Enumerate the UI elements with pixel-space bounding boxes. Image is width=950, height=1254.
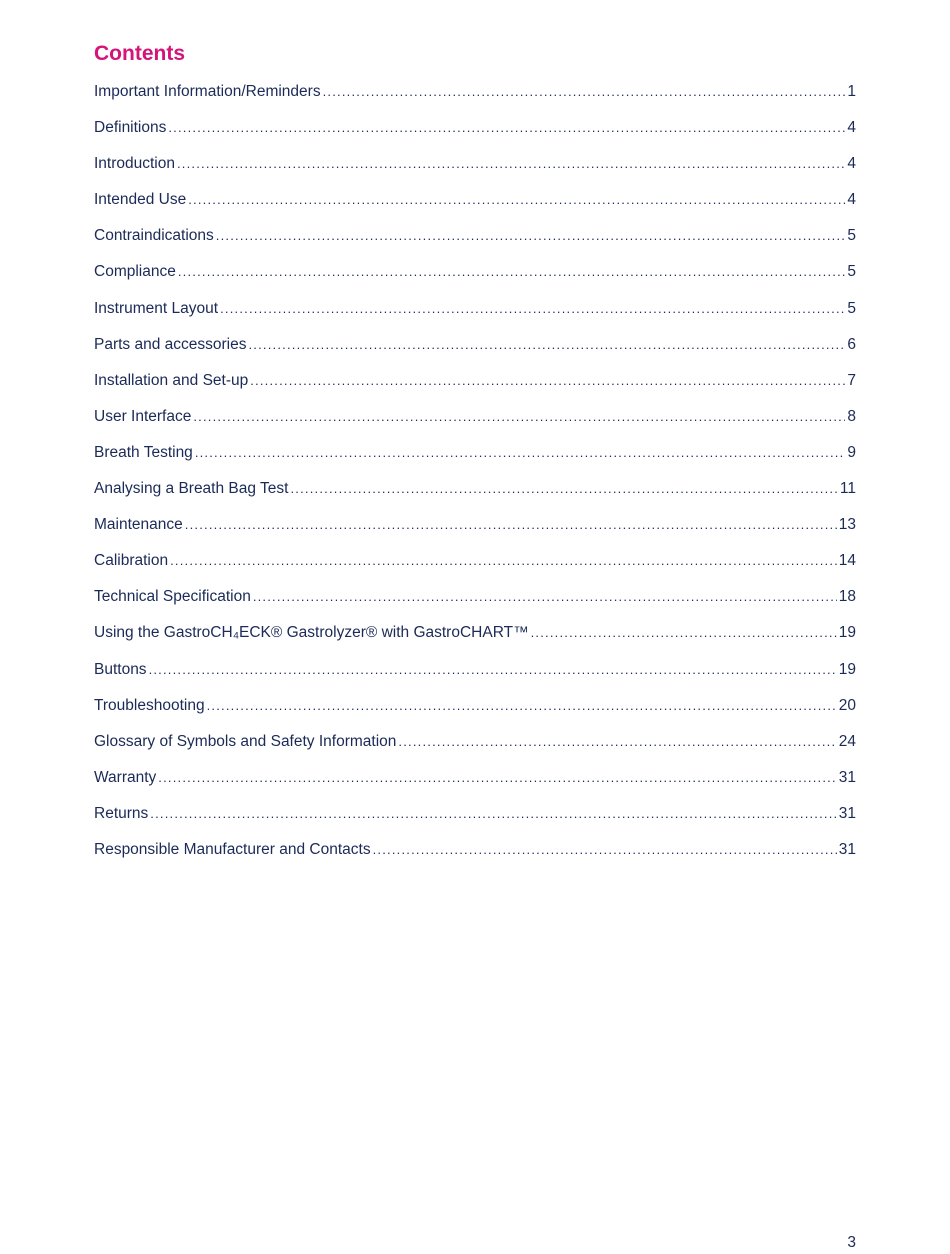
toc-dot-leader <box>193 404 845 430</box>
toc-entry-label: Introduction <box>94 155 175 173</box>
toc-entry-label: Installation and Set-up <box>94 371 249 389</box>
toc-entry-label: Responsible Manufacturer and Contacts <box>94 840 371 858</box>
toc-entry-page: 4 <box>847 155 856 173</box>
toc-entry-calibration[interactable] <box>94 548 856 584</box>
toc-entry-important-information[interactable] <box>94 79 856 115</box>
toc-entry-definitions[interactable] <box>94 115 856 151</box>
toc-entry-introduction[interactable] <box>94 151 856 187</box>
toc-entry-label: Warranty <box>94 768 157 786</box>
contents-heading: Contents <box>94 42 185 65</box>
toc-entry-page: 19 <box>838 624 856 642</box>
toc-dot-leader <box>250 368 845 394</box>
toc-entry-page: 4 <box>847 191 856 209</box>
toc-entry-page: 11 <box>839 480 856 498</box>
toc-dot-leader <box>177 151 845 177</box>
toc-dot-leader <box>188 187 845 213</box>
toc-entry-glossary-of-symbols[interactable] <box>94 729 856 765</box>
toc-dot-leader <box>185 512 837 538</box>
toc-entry-technical-specification[interactable] <box>94 584 856 620</box>
toc-entry-page: 24 <box>838 732 856 750</box>
toc-entry-label: Using the GastroCH₄ECK® Gastrolyzer® with GastroCHART™ <box>94 624 529 642</box>
toc-entry-label: Calibration <box>94 552 169 570</box>
toc-dot-leader <box>373 837 837 863</box>
toc-dot-leader <box>195 440 846 466</box>
toc-dot-leader <box>253 584 837 610</box>
toc-dot-leader <box>249 332 846 358</box>
toc-entry-page: 1 <box>847 83 856 100</box>
page-number: 3 <box>847 1234 856 1251</box>
toc-entry-warranty[interactable] <box>94 765 856 801</box>
toc-entry-label: Compliance <box>94 263 176 281</box>
toc-entry-label: Returns <box>94 804 149 822</box>
toc-entry-page: 13 <box>838 516 856 534</box>
toc-dot-leader <box>398 729 836 755</box>
toc-dot-leader <box>216 223 846 249</box>
toc-entry-label: Contraindications <box>94 227 214 245</box>
toc-dot-leader <box>220 296 845 322</box>
toc-entry-label: Instrument Layout <box>94 299 219 317</box>
toc-entry-parts-and-accessories[interactable] <box>94 332 856 368</box>
toc-entry-compliance[interactable] <box>94 259 856 295</box>
toc-entry-page: 4 <box>847 119 856 137</box>
toc-entry-label: User Interface <box>94 407 192 425</box>
toc-entry-page: 18 <box>838 588 856 606</box>
toc-entry-page: 9 <box>847 443 856 461</box>
toc-dot-leader <box>207 693 837 719</box>
toc-entry-page: 14 <box>838 552 856 570</box>
toc-dot-leader <box>168 115 845 141</box>
toc-entry-installation-and-setup[interactable] <box>94 368 856 404</box>
toc-entry-label: Important Information/Reminders <box>94 83 321 100</box>
toc-entry-troubleshooting[interactable] <box>94 693 856 729</box>
toc-entry-contraindications[interactable] <box>94 223 856 259</box>
toc-entry-analysing-breath-bag-test[interactable] <box>94 476 856 512</box>
toc-entry-page: 5 <box>847 263 856 281</box>
toc-dot-leader <box>170 548 837 574</box>
toc-entry-page: 31 <box>838 804 856 822</box>
toc-entry-label: Troubleshooting <box>94 696 205 714</box>
toc-entry-page: 20 <box>838 696 856 714</box>
toc-dot-leader <box>178 259 846 285</box>
toc-entry-page: 5 <box>847 299 856 317</box>
toc-dot-leader <box>323 79 846 105</box>
toc-entry-label: Parts and accessories <box>94 335 247 353</box>
toc-entry-buttons[interactable] <box>94 657 856 693</box>
toc-dot-leader <box>149 657 837 683</box>
toc-entry-page: 7 <box>847 371 856 389</box>
toc-dot-leader <box>290 476 837 502</box>
toc-entry-page: 5 <box>847 227 856 245</box>
toc-entry-label: Technical Specification <box>94 588 251 606</box>
toc-entry-instrument-layout[interactable] <box>94 296 856 332</box>
toc-entry-user-interface[interactable] <box>94 404 856 440</box>
toc-entry-label: Analysing a Breath Bag Test <box>94 480 289 498</box>
toc-entry-responsible-manufacturer[interactable] <box>94 837 856 873</box>
toc-dot-leader <box>150 801 836 827</box>
toc-entry-breath-testing[interactable] <box>94 440 856 476</box>
toc-entry-page: 19 <box>838 660 856 678</box>
toc-entry-page: 6 <box>847 335 856 353</box>
toc-entry-page: 31 <box>838 840 856 858</box>
toc-entry-label: Buttons <box>94 660 147 678</box>
toc-entry-maintenance[interactable] <box>94 512 856 548</box>
toc-entry-intended-use[interactable] <box>94 187 856 223</box>
toc-entry-returns[interactable] <box>94 801 856 837</box>
toc-entry-label: Breath Testing <box>94 443 193 461</box>
toc-dot-leader <box>158 765 836 791</box>
toc-entry-page: 8 <box>847 407 856 425</box>
table-of-contents <box>94 79 856 873</box>
toc-entry-page: 31 <box>838 768 856 786</box>
toc-entry-label: Maintenance <box>94 516 183 534</box>
toc-entry-label: Definitions <box>94 119 167 137</box>
toc-dot-leader <box>531 620 837 646</box>
toc-entry-label: Glossary of Symbols and Safety Information <box>94 732 397 750</box>
toc-entry-label: Intended Use <box>94 191 187 209</box>
toc-entry-using-gastrocheck-with-gastrochart[interactable] <box>94 620 856 656</box>
